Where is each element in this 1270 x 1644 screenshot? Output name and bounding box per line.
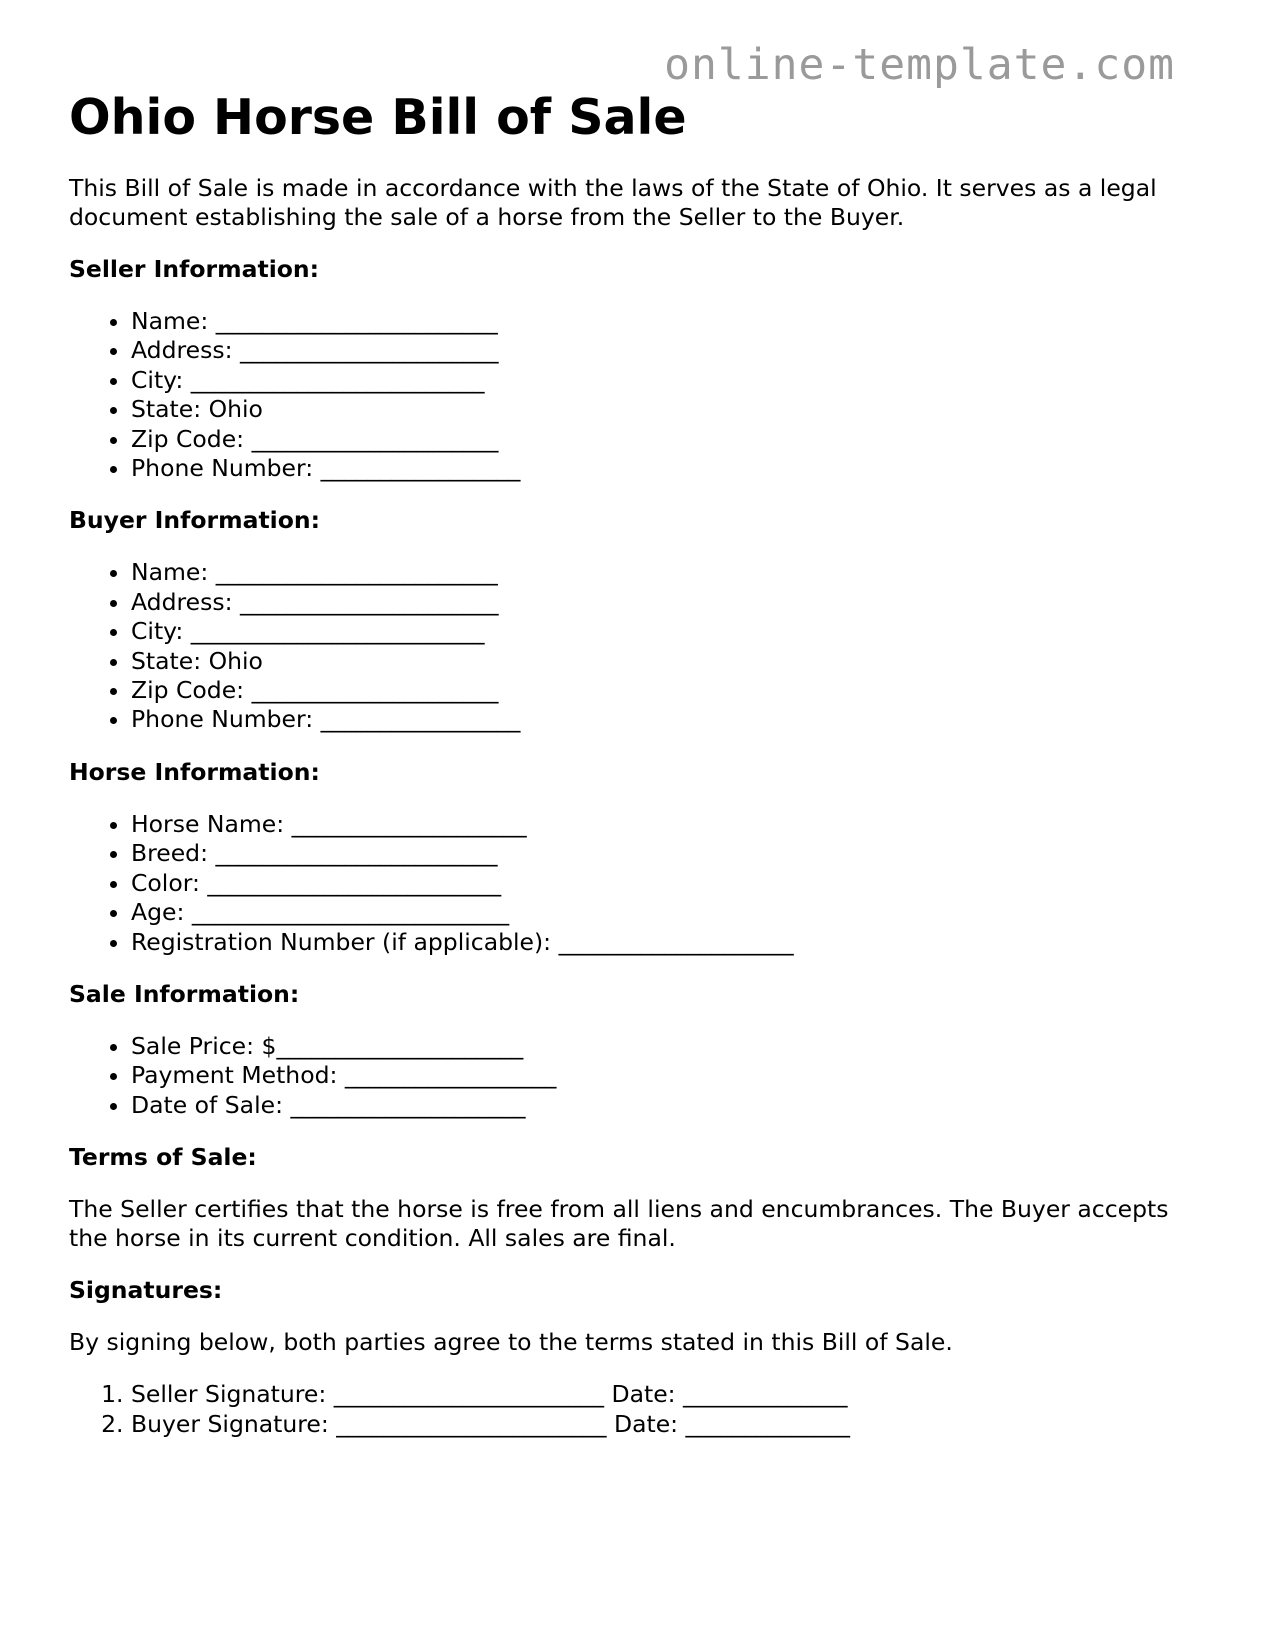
signatures-list [69, 1380, 1189, 1439]
list-item: • Phone Number: _________________ [131, 454, 1189, 483]
terms-paragraph: The Seller certifies that the horse is free from all liens and encumbrances. The Buyer accepts the horse in its current condition. All sales are final. [69, 1195, 1169, 1253]
signatures-paragraph: By signing below, both parties agree to the terms stated in this Bill of Sale. [69, 1328, 953, 1357]
list-item: • Color: _________________________ [131, 869, 1189, 898]
list-item: • Sale Price: $_____________________ [131, 1032, 1189, 1061]
signatures-heading: Signatures: [69, 1276, 223, 1305]
list-item: • Zip Code: _____________________ [131, 676, 1189, 705]
document-title: Ohio Horse Bill of Sale [69, 89, 687, 146]
buyer-heading: Buyer Information: [69, 506, 321, 535]
list-item: • State: Ohio [131, 647, 1189, 676]
terms-heading: Terms of Sale: [69, 1143, 257, 1172]
buyer-list [69, 558, 1189, 734]
sale-list [69, 1032, 1189, 1120]
horse-list [69, 810, 1189, 957]
list-item: • Age: ___________________________ [131, 898, 1189, 927]
list-item: • State: Ohio [131, 395, 1189, 424]
list-item: • Horse Name: ____________________ [131, 810, 1189, 839]
list-item: • Breed: ________________________ [131, 839, 1189, 868]
list-item: • Address: ______________________ [131, 588, 1189, 617]
list-item: • Payment Method: __________________ [131, 1061, 1189, 1090]
horse-heading: Horse Information: [69, 757, 320, 786]
list-item: 2. Buyer Signature: _______________________ Date: ______________ [131, 1410, 1189, 1439]
document-page [69, 84, 1189, 1439]
intro-paragraph: This Bill of Sale is made in accordance with the laws of the State of Ohio. It serves as a legal document establishing the sale of a horse from the Seller to the Buyer. [69, 174, 1157, 231]
seller-heading: Seller Information: [69, 255, 320, 283]
list-item: 1. Seller Signature: _______________________ Date: ______________ [131, 1380, 1189, 1409]
list-item: • Date of Sale: ____________________ [131, 1091, 1189, 1120]
list-item: • Zip Code: _____________________ [131, 425, 1189, 454]
sale-heading: Sale Information: [69, 979, 300, 1008]
list-item: • Phone Number: _________________ [131, 705, 1189, 734]
list-item: • Address: ______________________ [131, 336, 1189, 365]
list-item: • City: _________________________ [131, 366, 1189, 395]
watermark: online-template.com [664, 40, 1175, 90]
list-item: • Name: ________________________ [131, 558, 1189, 587]
list-item: • Name: ________________________ [131, 307, 1189, 336]
list-item: • Registration Number (if applicable): ____________________ [131, 928, 1189, 957]
list-item: • City: _________________________ [131, 617, 1189, 646]
seller-list [69, 307, 1189, 483]
